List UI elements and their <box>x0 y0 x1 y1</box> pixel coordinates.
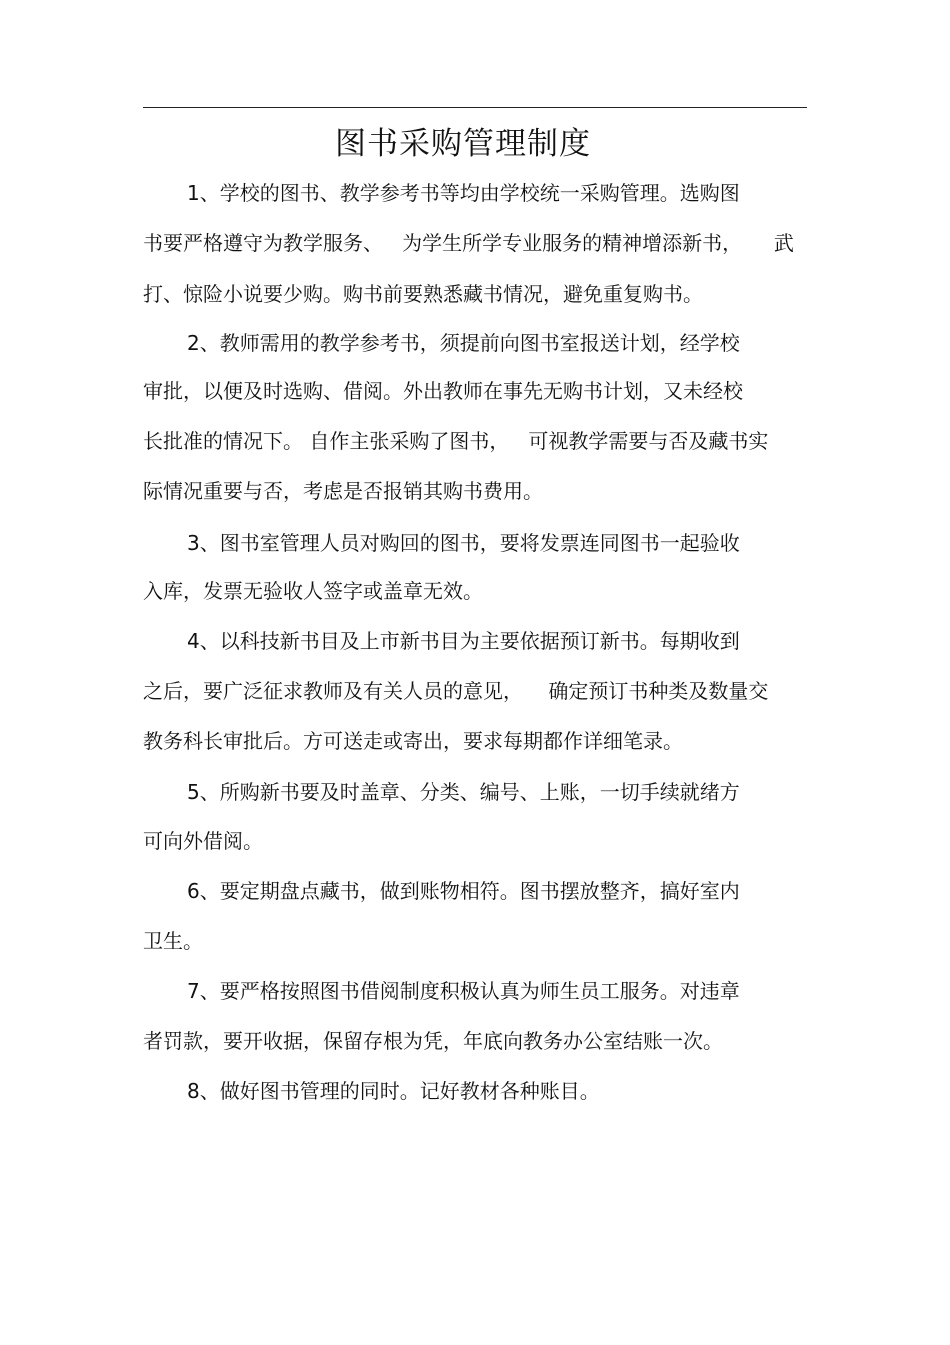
header-rule <box>143 107 807 108</box>
paragraph-line: 5、所购新书要及时盖章、分类、编号、上账，一切手续就绪方 <box>187 780 740 804</box>
paragraph-line: 长批准的情况下。 自作主张采购了图书， 可视教学需要与否及藏书实 <box>143 429 769 453</box>
paragraph-line: 8、做好图书管理的同时。记好教材各种账目。 <box>187 1079 600 1103</box>
paragraph-line: 7、要严格按照图书借阅制度积极认真为师生员工服务。对违章 <box>187 979 740 1003</box>
paragraph-line: 4、以科技新书目及上市新书目为主要依据预订新书。每期收到 <box>187 629 740 653</box>
paragraph-line: 际情况重要与否，考虑是否报销其购书费用。 <box>143 479 543 503</box>
paragraph-line: 1、学校的图书、教学参考书等均由学校统一采购管理。选购图 <box>187 181 740 205</box>
paragraph-line: 书要严格遵守为教学服务、 为学生所学专业服务的精神增添新书， 武 <box>143 231 794 255</box>
paragraph-line: 入库，发票无验收人签字或盖章无效。 <box>143 579 483 603</box>
document-title: 图书采购管理制度 <box>335 126 591 162</box>
paragraph-line: 3、图书室管理人员对购回的图书，要将发票连同图书一起验收 <box>187 531 740 555</box>
paragraph-line: 6、要定期盘点藏书，做到账物相符。图书摆放整齐，搞好室内 <box>187 879 740 903</box>
paragraph-line: 教务科长审批后。方可送走或寄出，要求每期都作详细笔录。 <box>143 729 683 753</box>
paragraph-line: 2、教师需用的教学参考书，须提前向图书室报送计划，经学校 <box>187 331 740 355</box>
paragraph-line: 可向外借阅。 <box>143 829 263 853</box>
paragraph-line: 打、惊险小说要少购。购书前要熟悉藏书情况，避免重复购书。 <box>143 282 703 306</box>
paragraph-line: 者罚款，要开收据，保留存根为凭，年底向教务办公室结账一次。 <box>143 1029 723 1053</box>
paragraph-line: 之后，要广泛征求教师及有关人员的意见， 确定预订书种类及数量交 <box>143 679 769 703</box>
paragraph-line: 卫生。 <box>143 929 203 953</box>
paragraph-line: 审批，以便及时选购、借阅。外出教师在事先无购书计划，又未经校 <box>143 379 743 403</box>
